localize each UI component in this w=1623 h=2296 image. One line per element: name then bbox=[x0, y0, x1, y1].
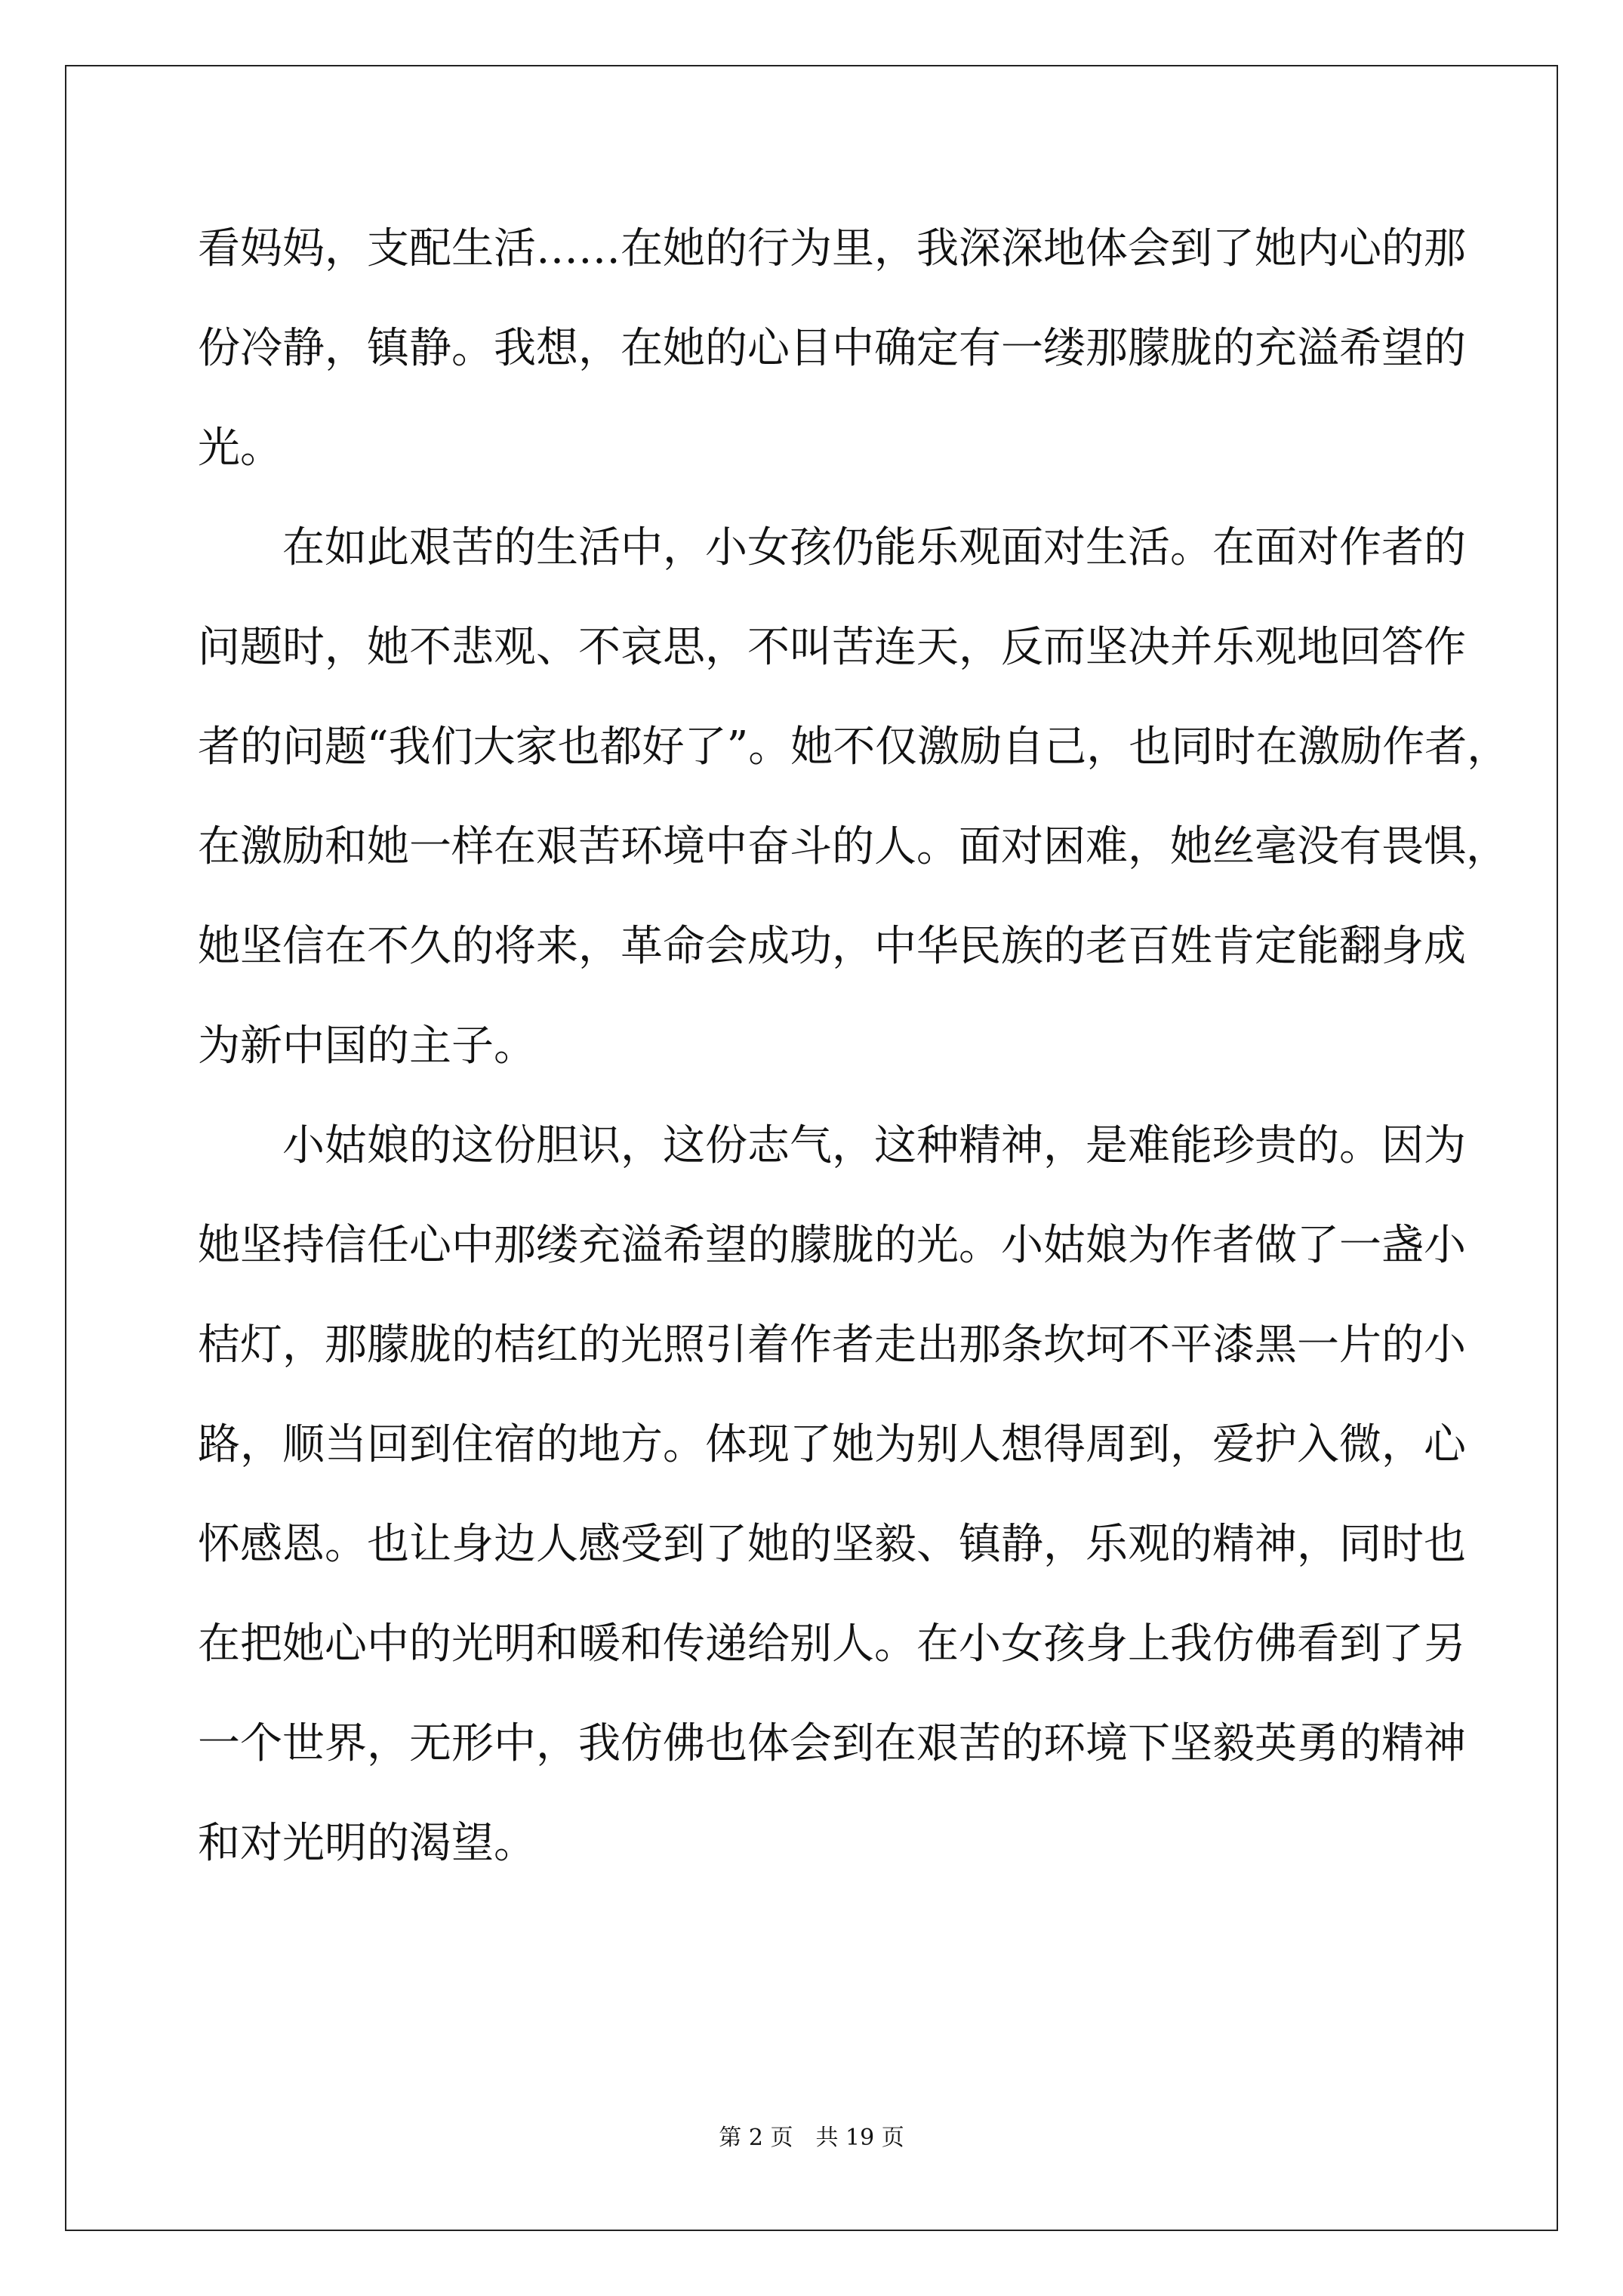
text-line: 桔灯，那朦胧的桔红的光照引着作者走出那条坎坷不平漆黑一片的小 bbox=[198, 1321, 1466, 1370]
text-line: 在激励和她一样在艰苦环境中奋斗的人。面对困难，她丝毫没有畏惧， bbox=[198, 822, 1508, 871]
text-line: 怀感恩。也让身边人感受到了她的坚毅、镇静，乐观的精神，同时也 bbox=[198, 1520, 1466, 1569]
text-line: 一个世界，无形中，我仿佛也体会到在艰苦的环境下坚毅英勇的精神 bbox=[198, 1719, 1466, 1768]
paragraph-first-line: 在如此艰苦的生活中，小女孩仍能乐观面对生活。在面对作者的 bbox=[282, 523, 1466, 572]
text-line: 者的问题“我们大家也都好了”。她不仅激励自己，也同时在激励作者， bbox=[198, 723, 1510, 772]
text-line: 光。 bbox=[198, 424, 282, 473]
text-line: 路，顺当回到住宿的地方。体现了她为别人想得周到，爱护入微，心 bbox=[198, 1420, 1466, 1469]
page-number-footer: 第 2 页 共 19 页 bbox=[719, 2125, 904, 2151]
text-line: 份冷静，镇静。我想，在她的心目中确定有一缕那朦胧的充溢希望的 bbox=[198, 324, 1466, 373]
text-line: 和对光明的渴望。 bbox=[198, 1819, 536, 1868]
text-line: 问题时，她不悲观、不哀思，不叫苦连天，反而坚决并乐观地回答作 bbox=[198, 623, 1466, 672]
text-line: 她坚信在不久的将来，革命会成功，中华民族的老百姓肯定能翻身成 bbox=[198, 922, 1466, 971]
text-line: 看妈妈，支配生活……在她的行为里，我深深地体会到了她内心的那 bbox=[198, 224, 1466, 273]
paragraph-first-line: 小姑娘的这份胆识，这份志气，这种精神，是难能珍贵的。因为 bbox=[282, 1121, 1466, 1170]
body-text bbox=[198, 211, 1510, 1906]
text-line: 她坚持信任心中那缕充溢希望的朦胧的光。小姑娘为作者做了一盏小 bbox=[198, 1221, 1466, 1270]
text-line: 在把她心中的光明和暖和传递给别人。在小女孩身上我仿佛看到了另 bbox=[198, 1620, 1466, 1669]
text-line: 为新中国的主子。 bbox=[198, 1022, 536, 1071]
